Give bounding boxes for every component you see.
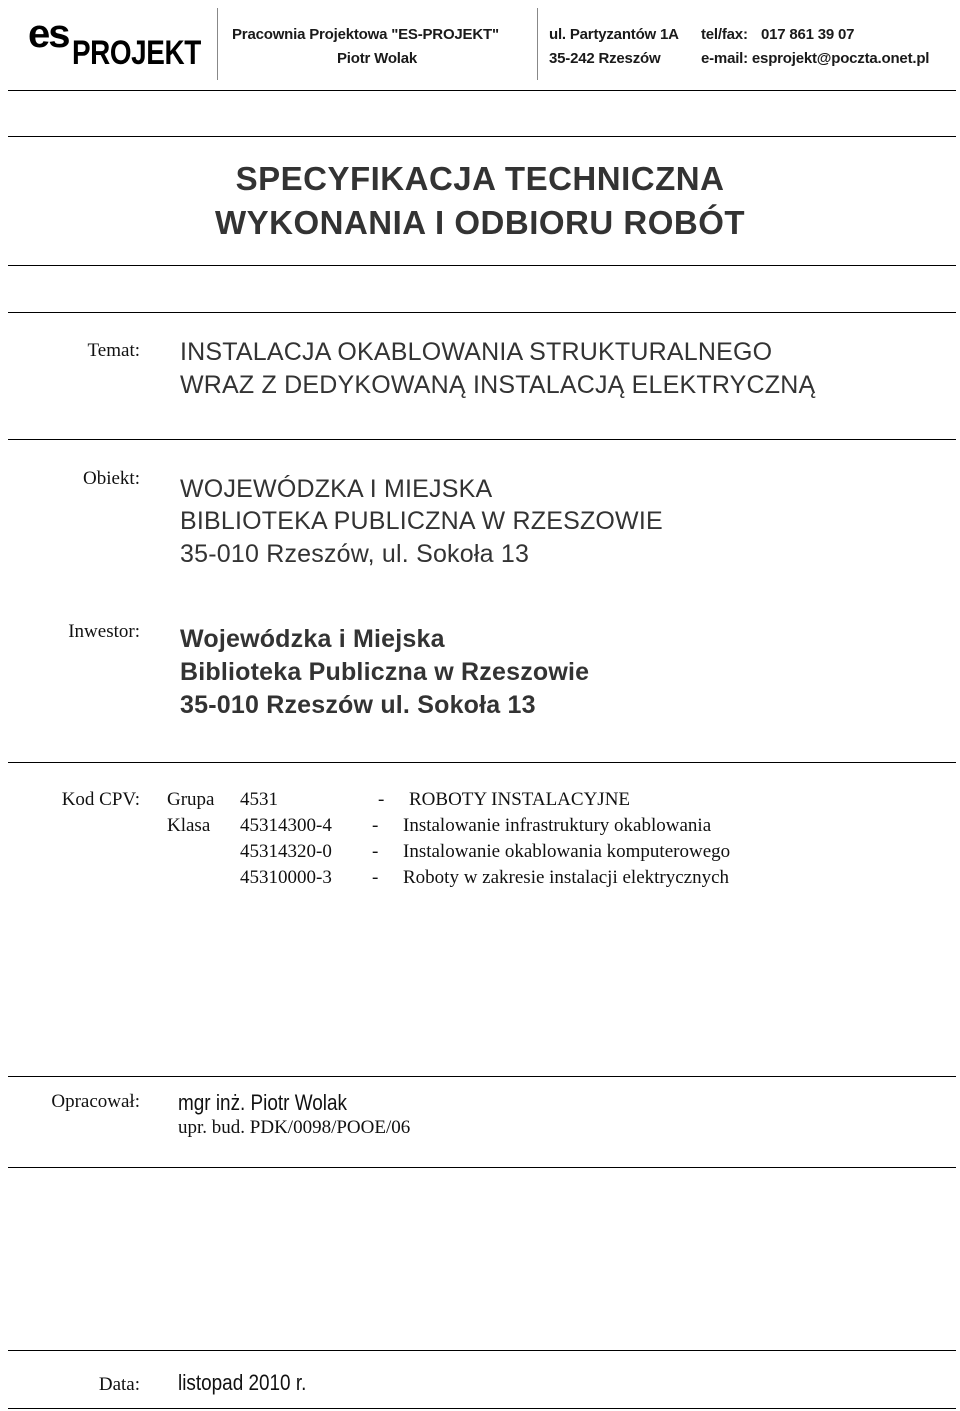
logo-projekt: PROJEKT xyxy=(72,34,201,72)
obiekt-line3: 35-010 Rzeszów, ul. Sokoła 13 xyxy=(180,540,530,568)
cpv-code: 4531 xyxy=(240,789,278,810)
obiekt-label: Obiekt: xyxy=(83,468,140,489)
date-value: listopad 2010 r. xyxy=(178,1370,307,1395)
author-name: mgr inż. Piotr Wolak xyxy=(178,1090,347,1115)
cpv-desc: Roboty w zakresie instalacji elektrycznych xyxy=(403,867,730,888)
header-divider-left xyxy=(217,8,218,80)
inwestor-line3: 35-010 Rzeszów ul. Sokoła 13 xyxy=(180,691,536,719)
doc-title-line2: WYKONANIA I ODBIORU ROBÓT xyxy=(214,204,746,241)
temat-line2: WRAZ Z DEDYKOWANĄ INSTALACJĄ ELEKTRYCZNĄ xyxy=(180,371,816,399)
cpv-code: 45314320-0 xyxy=(240,841,332,862)
owner-name: Piotr Wolak xyxy=(337,50,418,67)
date-label: Data: xyxy=(98,1374,140,1395)
company-logo xyxy=(28,12,218,72)
title-bottom-rule xyxy=(8,265,956,266)
cpv-code: 45314300-4 xyxy=(240,815,332,836)
temat-line1: INSTALACJA OKABLOWANIA STRUKTURALNEGO xyxy=(180,338,773,366)
obiekt-line2: BIBLIOTEKA PUBLICZNA W RZESZOWIE xyxy=(180,507,663,535)
inwestor-label: Inwestor: xyxy=(68,621,140,642)
cpv-dash: - xyxy=(372,867,379,888)
cpv-desc: Instalowanie okablowania komputerowego xyxy=(403,841,731,862)
opracowal-top-rule xyxy=(8,1076,956,1077)
city-address: 35-242 Rzeszów xyxy=(549,50,661,67)
author-license: upr. bud. PDK/0098/POOE/06 xyxy=(178,1117,411,1138)
inwestor-line2: Biblioteka Publiczna w Rzeszowie xyxy=(180,658,590,686)
doc-title-line1: SPECYFIKACJA TECHNICZNA xyxy=(235,160,725,197)
phone-label: tel/fax: xyxy=(701,26,748,43)
cpv-code: 45310000-3 xyxy=(240,867,332,888)
obiekt-top-rule xyxy=(8,439,956,440)
temat-label: Temat: xyxy=(87,340,140,361)
street-address: ul. Partyzantów 1A xyxy=(549,26,679,43)
cpv-desc: Instalowanie infrastruktury okablowania xyxy=(403,815,712,836)
cpv-label: Kod CPV: xyxy=(61,789,140,810)
cpv-dash: - xyxy=(372,841,379,862)
temat-top-rule xyxy=(8,312,956,313)
opracowal-bottom-rule xyxy=(8,1167,956,1168)
cpv-group: Klasa xyxy=(167,815,211,836)
opracowal-label: Opracował: xyxy=(51,1091,140,1112)
header-divider-right xyxy=(537,8,538,80)
title-top-rule xyxy=(8,136,956,137)
obiekt-line1: WOJEWÓDZKA I MIEJSKA xyxy=(180,475,493,503)
logo-es: es xyxy=(28,12,69,56)
cpv-dash: - xyxy=(372,815,379,836)
page-bottom-rule xyxy=(8,1408,956,1409)
data-top-rule xyxy=(8,1350,956,1351)
phone-number: 017 861 39 07 xyxy=(761,26,855,43)
cpv-group: Grupa xyxy=(167,789,215,810)
header-rule xyxy=(8,90,956,91)
cpv-top-rule xyxy=(8,762,956,763)
email-address: e-mail: esprojekt@poczta.onet.pl xyxy=(701,50,930,67)
inwestor-line1: Wojewódzka i Miejska xyxy=(180,625,445,653)
cpv-desc: ROBOTY INSTALACYJNE xyxy=(409,789,631,810)
company-name: Pracownia Projektowa "ES-PROJEKT" xyxy=(232,26,499,43)
cpv-dash: - xyxy=(378,789,385,810)
